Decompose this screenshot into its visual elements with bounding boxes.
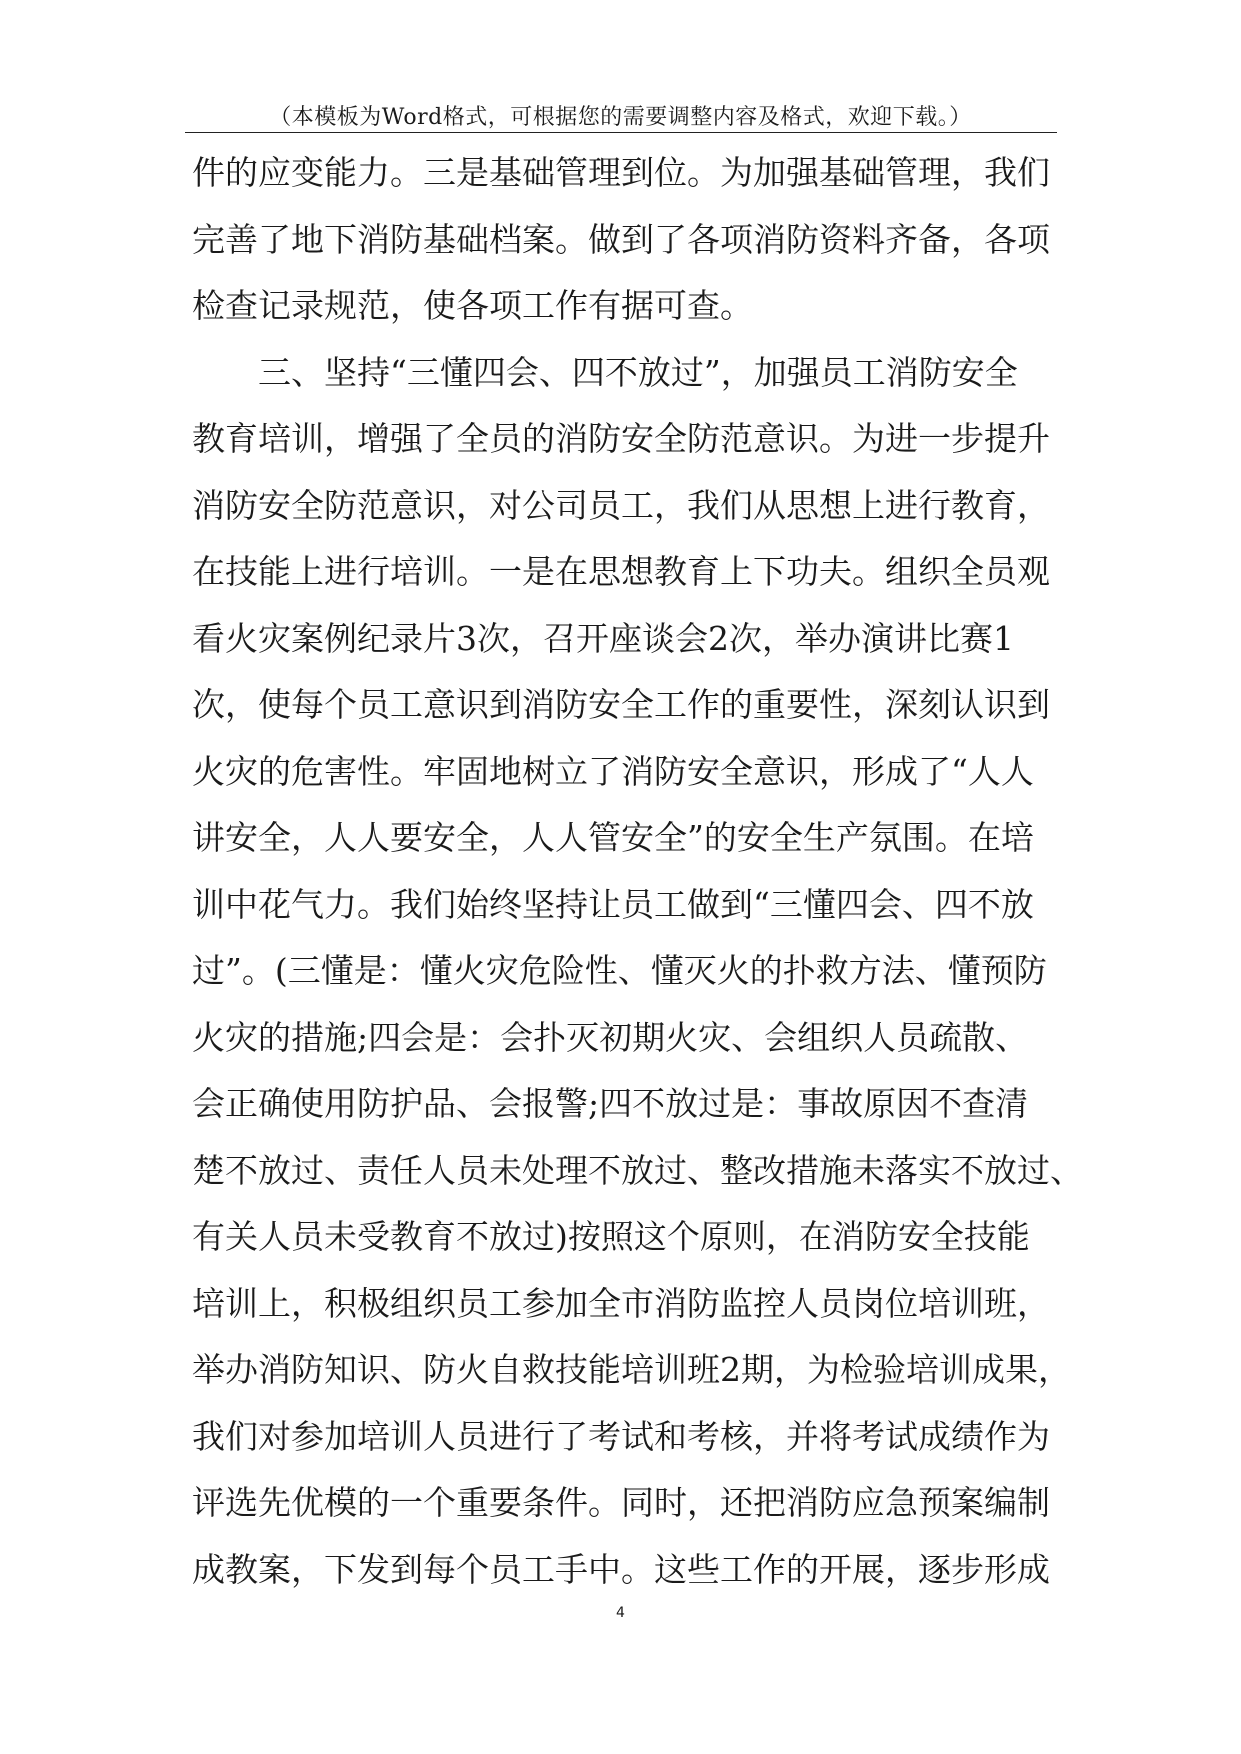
body-line: 有关人员未受教育不放过)按照这个原则，在消防安全技能	[192, 1217, 1030, 1256]
document-body	[192, 140, 1083, 1603]
body-line: 检查记录规范，使各项工作有据可查。	[192, 286, 753, 325]
body-line: 楚不放过、责任人员未处理不放过、整改措施未落实不放过、	[192, 1150, 1083, 1190]
body-line: 我们对参加培训人员进行了考试和考核，并将考试成绩作为	[192, 1416, 1050, 1456]
body-line: 次，使每个员工意识到消防安全工作的重要性，深刻认识到	[192, 685, 1050, 724]
body-line: 在技能上进行培训。一是在思想教育上下功夫。组织全员观	[192, 552, 1050, 591]
page-number: 4	[616, 1605, 625, 1621]
body-line: 评选先优模的一个重要条件。同时，还把消防应急预案编制	[192, 1483, 1050, 1522]
body-line: 完善了地下消防基础档案。做到了各项消防资料齐备，各项	[192, 219, 1050, 259]
body-line: 消防安全防范意识，对公司员工，我们从思想上进行教育，	[192, 485, 1050, 525]
body-line: 火灾的措施;四会是：会扑灭初期火灾、会组织人员疏散、	[192, 1017, 1029, 1057]
body-line: 看火灾案例纪录片3次，召开座谈会2次，举办演讲比赛1	[192, 618, 1014, 658]
body-line: 过”。(三懂是：懂火灾危险性、懂灭火的扑救方法、懂预防	[192, 951, 1047, 990]
body-line: 火灾的危害性。牢固地树立了消防安全意识，形成了“人人	[192, 751, 1034, 791]
body-line: 培训上，积极组织员工参加全市消防监控人员岗位培训班，	[192, 1283, 1050, 1323]
template-notice: （本模板为Word格式，可根据您的需要调整内容及格式，欢迎下载。）	[269, 105, 972, 130]
header-divider	[185, 132, 1057, 133]
body-line: 训中花气力。我们始终坚持让员工做到“三懂四会、四不放	[192, 884, 1034, 924]
section-heading-line: 三、坚持“三懂四会、四不放过”，加强员工消防安全	[258, 352, 1018, 392]
body-line: 讲安全，人人要安全，人人管安全”的安全生产氛围。在培	[192, 818, 1034, 857]
body-line: 教育培训，增强了全员的消防安全防范意识。为进一步提升	[192, 419, 1050, 458]
body-line: 件的应变能力。三是基础管理到位。为加强基础管理，我们	[192, 153, 1050, 192]
body-line: 会正确使用防护品、会报警;四不放过是：事故原因不查清	[192, 1084, 1029, 1123]
body-line: 成教案，下发到每个员工手中。这些工作的开展，逐步形成	[192, 1549, 1050, 1589]
body-line: 举办消防知识、防火自救技能培训班2期，为检验培训成果，	[192, 1350, 1071, 1389]
